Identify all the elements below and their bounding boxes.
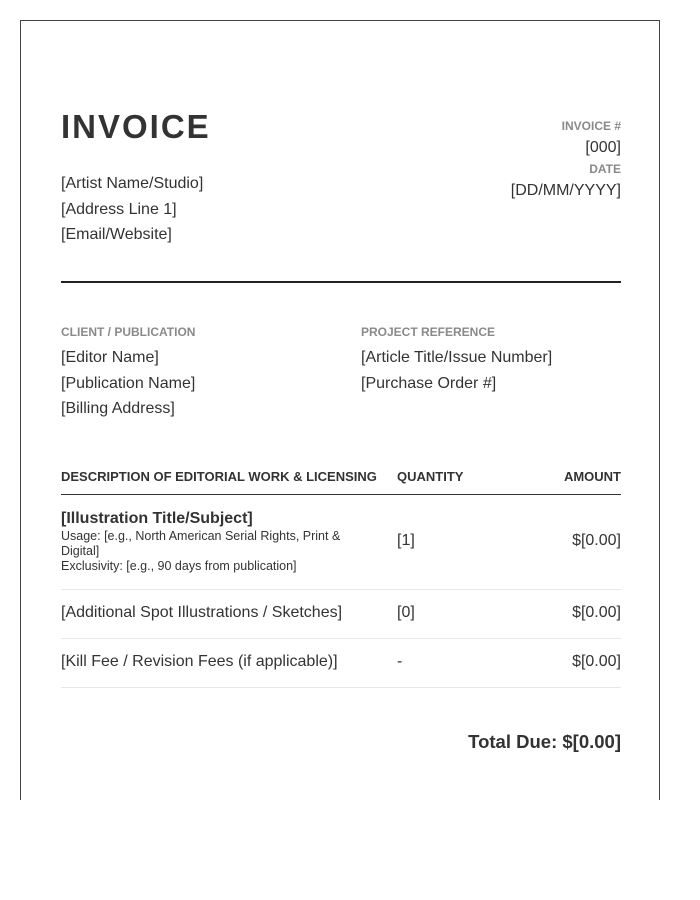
billing-address: [Billing Address] [61,400,175,417]
artist-address: [Address Line 1] [61,200,177,218]
editor-name: [Editor Name] [61,349,159,366]
table-header [61,467,621,495]
item-quantity: [0] [397,604,415,621]
invoice-page [20,20,660,800]
item-usage: Usage: [e.g., North American Serial Rights, Print & Digital] [61,529,341,558]
item-quantity: [1] [397,532,415,549]
header-quantity: QUANTITY [397,469,464,484]
artist-name: [Artist Name/Studio] [61,175,204,192]
item-exclusivity: Exclusivity: [e.g., 90 days from publication] [61,559,297,573]
item-description: [Additional Spot Illustrations / Sketches] [61,604,343,621]
invoice-date: [DD/MM/YYYY] [510,182,621,199]
artist-details [61,171,203,248]
item-title: [Illustration Title/Subject] [61,510,253,527]
item-amount: $[0.00] [572,653,621,670]
invoice-meta [511,119,621,205]
line-items-table [61,467,621,688]
artist-contact: [Email/Website] [61,226,172,243]
item-description: [Kill Fee / Revision Fees (if applicable)] [61,653,338,670]
table-row [61,639,621,688]
invoice-title: INVOICE [61,108,211,145]
date-label: DATE [589,162,621,176]
total-due: Total Due: $[0.00] [468,731,621,752]
table-row [61,495,621,590]
invoice-number: [000] [585,139,621,156]
project-block [361,325,552,396]
article-title: [Article Title/Issue Number] [361,349,553,366]
item-usage-notes [61,529,371,574]
purchase-order: [Purchase Order #] [361,374,497,392]
publication-name: [Publication Name] [61,374,196,392]
item-amount: $[0.00] [572,604,621,621]
project-label: PROJECT REFERENCE [361,325,496,339]
client-label: CLIENT / PUBLICATION [61,325,196,339]
header-divider [61,281,621,283]
invoice-number-label: INVOICE # [561,119,621,133]
header-description: DESCRIPTION OF EDITORIAL WORK & LICENSING [61,469,377,484]
item-amount: $[0.00] [572,532,621,549]
client-block [61,325,195,422]
item-quantity: - [397,653,403,670]
header-amount: AMOUNT [563,469,621,484]
table-row [61,590,621,639]
